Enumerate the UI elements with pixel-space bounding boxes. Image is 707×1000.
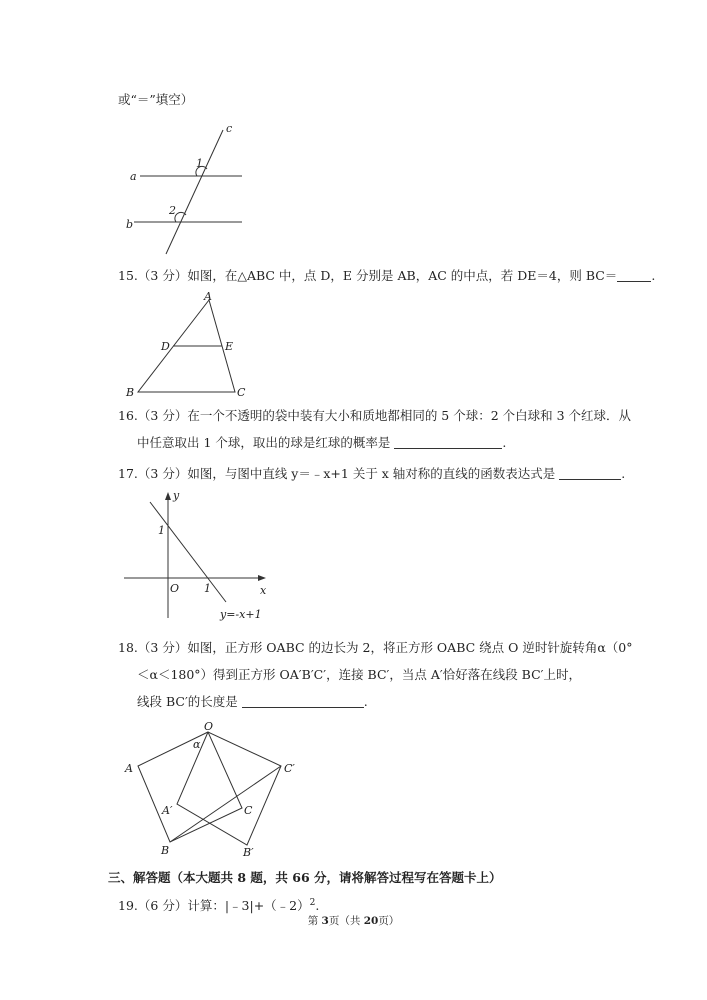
q18-line3: 线段 BC′的长度是 . — [137, 694, 368, 709]
label-A: A — [204, 290, 212, 303]
section-3-title: 三、解答题（本大题共 8 题，共 66 分，请将解答过程写在答题卡上） — [108, 870, 502, 885]
label-B-prime: B′ — [243, 846, 254, 859]
label-A-prime: A′ — [162, 804, 173, 817]
q14-figure — [118, 118, 258, 258]
q17-answer-blank[interactable] — [559, 467, 621, 480]
q14-tail: 或“＝”填空） — [118, 92, 194, 107]
label-x-1: 1 — [204, 582, 211, 595]
q17-figure — [118, 486, 274, 624]
label-c: c — [226, 122, 233, 135]
label-C: C — [244, 804, 253, 817]
q15-figure — [122, 288, 252, 400]
q15-text: 15.（3 分）如图，在△ABC 中，点 D，E 分别是 AB，AC 的中点，若 DE＝4，则 BC＝ . — [118, 268, 656, 283]
label-x: x — [260, 584, 267, 597]
label-alpha: α — [193, 738, 201, 751]
q16-answer-blank[interactable] — [394, 436, 502, 449]
label-y: y — [173, 489, 180, 502]
label-b: b — [126, 218, 134, 231]
label-A: A — [125, 762, 133, 775]
label-O: O — [204, 720, 214, 733]
label-E: E — [225, 340, 234, 353]
label-B: B — [126, 386, 135, 399]
y-axis-arrow — [165, 492, 171, 500]
q18-line2: ＜α＜180°）得到正方形 OA′B′C′，连接 BC′，当点 A′恰好落在线段 BC′上时， — [137, 667, 581, 682]
q18-line1: 18.（3 分）如图，正方形 OABC 的边长为 2，将正方形 OABC 绕点 O 逆时针旋转角α（0° — [118, 640, 633, 655]
x-axis-arrow — [258, 575, 266, 581]
square-oabc — [138, 732, 242, 842]
angle-2-arc — [175, 212, 186, 222]
label-line-equation: y=-x+1 — [220, 608, 262, 621]
label-angle-1: 1 — [196, 157, 203, 170]
q18-answer-blank[interactable] — [242, 695, 364, 708]
line-y-neg-x-plus-1 — [150, 502, 226, 602]
label-C-prime: C′ — [284, 762, 295, 775]
q19-text: 19.（6 分）计算：|﹣3|+（﹣2）$^2$. — [118, 898, 320, 914]
q15-answer-blank[interactable] — [617, 269, 651, 282]
label-D: D — [161, 340, 170, 353]
label-a: a — [130, 170, 137, 183]
q18-figure — [120, 718, 310, 860]
label-B: B — [161, 844, 170, 857]
q16-line1: 16.（3 分）在一个不透明的袋中装有大小和质地都相同的 5 个球：2 个白球和 3 个红球．从 — [118, 408, 632, 423]
label-y-1: 1 — [158, 524, 165, 537]
label-C: C — [237, 386, 246, 399]
q17-text: 17.（3 分）如图，与图中直线 y＝﹣x+1 关于 x 轴对称的直线的函数表达式是 . — [118, 466, 626, 481]
q16-line2: 中任意取出 1 个球，取出的球是红球的概率是 . — [137, 435, 507, 450]
line-c — [166, 130, 223, 254]
label-angle-2: 2 — [169, 204, 176, 217]
page-footer: 第 3页（共 20页） — [307, 915, 400, 927]
label-origin: O — [170, 582, 180, 595]
